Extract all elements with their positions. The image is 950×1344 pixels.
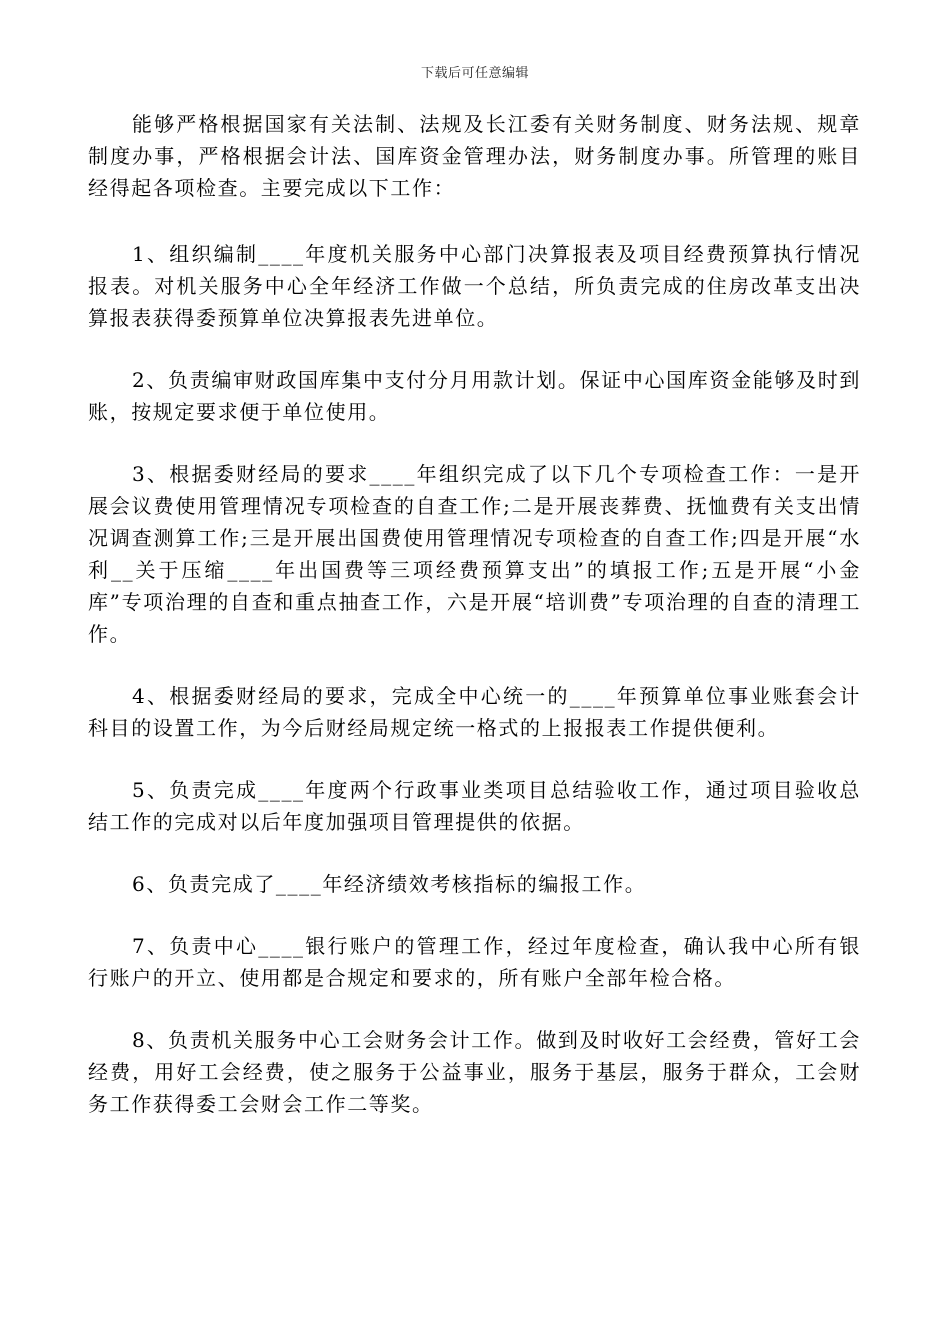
item-paragraph-4: 4、根据委财经局的要求，完成全中心统一的____年预算单位事业账套会计科目的设置工作，为今后财经局规定统一格式的上报报表工作提供便利。 [88,684,861,740]
item-paragraph-5: 5、负责完成____年度两个行政事业类项目总结验收工作，通过项目验收总结工作的完成对以后年度加强项目管理提供的依据。 [88,778,861,834]
document-body [88,108,861,1150]
item-paragraph-7: 7、负责中心____银行账户的管理工作，经过年度检查，确认我中心所有银行账户的开立、使用都是合规定和要求的，所有账户全部年检合格。 [88,934,861,990]
item-paragraph-2: 2、负责编审财政国库集中支付分月用款计划。保证中心国库资金能够及时到账，按规定要求便于单位使用。 [88,368,861,424]
page-header: 下载后可任意编辑 [420,66,529,81]
item-paragraph-8: 8、负责机关服务中心工会财务会计工作。做到及时收好工会经费，管好工会经费，用好工会经费，使之服务于公益事业，服务于基层，服务于群众，工会财务工作获得委工会财会工作二等奖。 [88,1028,861,1116]
item-paragraph-3: 3、根据委财经局的要求____年组织完成了以下几个专项检查工作：一是开展会议费使用管理情况专项检查的自查工作;二是开展丧葬费、抚恤费有关支出情况调查测算工作;三是开展出国费使用管理情况专项检查的自查工作;四是开展“水利__关于压缩____年出国费等三项经费预算支出”的填报工作;五是开展“小金库”专项治理的自查和重点抽查工作，六是开展“培训费”专项治理的自查的清理工作。 [88,462,861,646]
intro-paragraph: 能够严格根据国家有关法制、法规及长江委有关财务制度、财务法规、规章制度办事，严格根据会计法、国库资金管理办法，财务制度办事。所管理的账目经得起各项检查。主要完成以下工作： [88,112,861,200]
item-paragraph-6: 6、负责完成了____年经济绩效考核指标的编报工作。 [132,872,647,896]
item-paragraph-1: 1、组织编制____年度机关服务中心部门决算报表及项目经费预算执行情况报表。对机关服务中心全年经济工作做一个总结，所负责完成的住房改革支出决算报表获得委预算单位决算报表先进单位。 [88,242,861,330]
